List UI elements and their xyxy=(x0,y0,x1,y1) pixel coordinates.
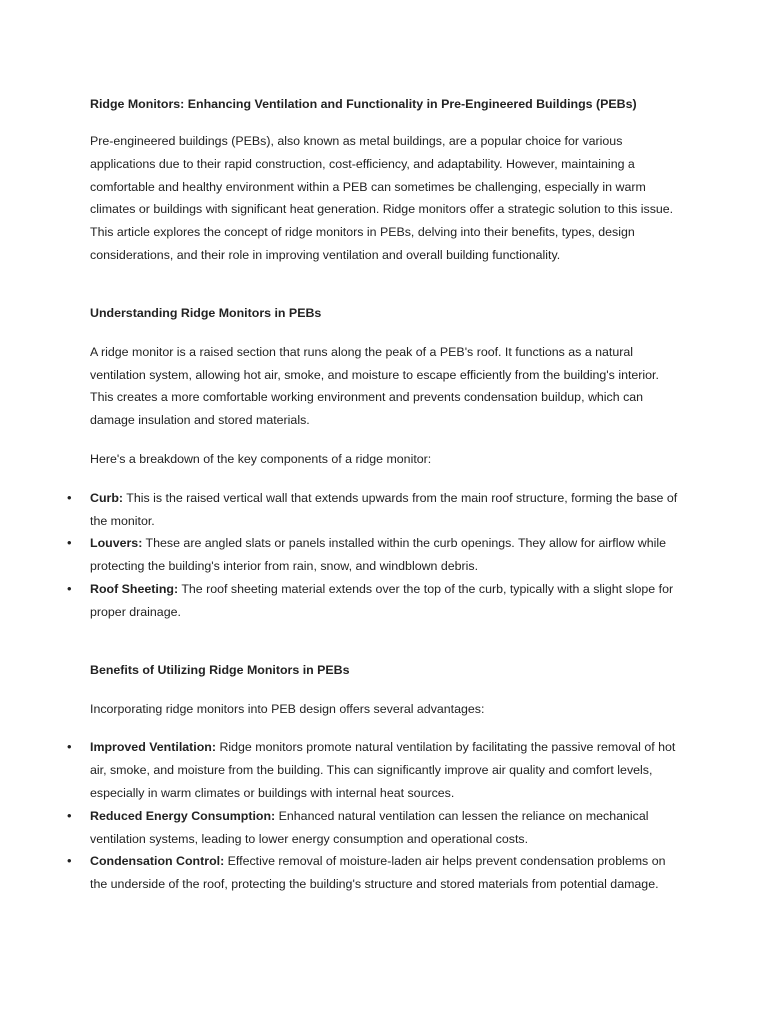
list-item-text: Ridge monitors promote natural ventilation by facilitating the passive removal of hot air, smoke, and moisture from the building. This can significantly improve air quality and comfort levels, especially in warm climates or buildings with internal heat sources. xyxy=(90,740,676,800)
intro-paragraph: Pre-engineered buildings (PEBs), also known as metal buildings, are a popular choice for various applications due to their rapid construction, cost-efficiency, and adaptability. However, maintaining a comfortable and healthy environment within a PEB can sometimes be challenging, especially in warm climates or buildings with significant heat generation. Ridge monitors offer a strategic solution to this issue. This article explores the concept of ridge monitors in PEBs, delving into their benefits, types, design considerations, and their role in improving ventilation and overall building functionality. xyxy=(90,134,674,262)
section-heading-benefits: Benefits of Utilizing Ridge Monitors in PEBs xyxy=(90,662,350,677)
bullet-icon: • xyxy=(67,853,72,869)
bullet-icon: • xyxy=(67,807,72,823)
list-item-text: The roof sheeting material extends over the top of the curb, typically with a slight slope for proper drainage. xyxy=(90,581,674,619)
list-item-text: These are angled slats or panels installed within the curb openings. They allow for airflow while protecting the building's interior from rain, snow, and windblown debris. xyxy=(90,536,667,574)
list-item-term: Louvers: xyxy=(90,536,143,551)
list-item-term: Curb: xyxy=(90,490,124,505)
bullet-icon: • xyxy=(67,580,72,596)
list-item-term: Roof Sheeting: xyxy=(90,581,179,596)
list-item xyxy=(67,850,680,896)
list-item-text: Enhanced natural ventilation can lessen the reliance on mechanical ventilation systems, leading to lower energy consumption and operational costs. xyxy=(90,808,649,846)
list-item xyxy=(67,532,680,578)
section-paragraph-understanding: A ridge monitor is a raised section that runs along the peak of a PEB's roof. It functions as a natural ventilation system, allowing hot air, smoke, and moisture to escape efficiently from the building's interior. This creates a more comfortable working environment and prevents condensation buildup, which can damage insulation and stored materials. xyxy=(90,344,659,428)
list-item-term: Condensation Control: xyxy=(90,854,225,869)
bullet-icon: • xyxy=(67,739,72,755)
list-item xyxy=(67,487,680,533)
bullet-icon: • xyxy=(67,535,72,551)
list-item-text: Effective removal of moisture-laden air helps prevent condensation problems on the underside of the roof, protecting the building's structure and stored materials from potential damage. xyxy=(90,854,666,892)
bullet-icon: • xyxy=(67,489,72,505)
list-item-term: Improved Ventilation: xyxy=(90,740,216,755)
document-title: Ridge Monitors: Enhancing Ventilation and Functionality in Pre-Engineered Buildings (PEBs) xyxy=(90,97,637,111)
list-item xyxy=(67,578,680,624)
components-list xyxy=(67,487,680,624)
document-page xyxy=(67,94,680,896)
list-item xyxy=(67,736,680,804)
list-item xyxy=(67,805,680,851)
section-heading-understanding: Understanding Ridge Monitors in PEBs xyxy=(90,305,322,320)
list-item-text: This is the raised vertical wall that extends upwards from the main roof structure, forming the base of the monitor. xyxy=(90,490,678,528)
list-item-term: Reduced Energy Consumption: xyxy=(90,808,276,823)
list-intro-components: Here's a breakdown of the key components of a ridge monitor: xyxy=(90,451,432,466)
list-intro-benefits: Incorporating ridge monitors into PEB design offers several advantages: xyxy=(90,701,485,716)
benefits-list xyxy=(67,736,680,896)
